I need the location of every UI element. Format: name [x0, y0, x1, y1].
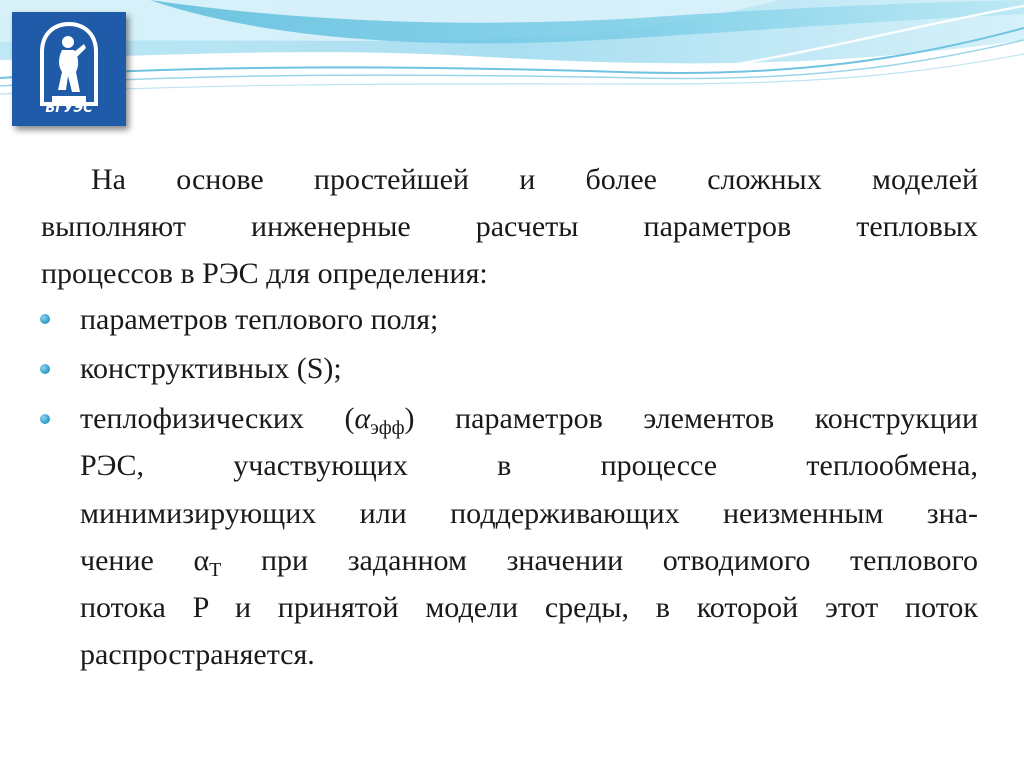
university-logo	[12, 12, 126, 126]
bullet-text-line-5: потока P и принятой модели среды, в которой этот поток	[80, 591, 978, 624]
alpha-symbol: α	[354, 402, 371, 435]
alpha-symbol: α	[193, 544, 210, 577]
bullet-text-line-1: теплофизических $(\alpha_{эфф})$ параметров элементов конструкции	[80, 402, 978, 439]
bullet-icon	[40, 414, 50, 424]
wave-banner-decoration	[0, 0, 1024, 140]
alpha-subscript: T	[209, 559, 222, 581]
intro-line-1: На основе простейшей и более сложных моделей	[91, 163, 978, 196]
bullet-text-line-3: минимизирующих или поддерживающих неизменным зна-	[80, 497, 978, 530]
alpha-subscript: эфф	[370, 417, 405, 439]
bullet-text-line-6: распространяется.	[80, 638, 315, 671]
logo-text: ВГУЭС	[45, 101, 93, 116]
bullet-text: параметров теплового поля;	[80, 303, 439, 336]
bullet-icon	[40, 314, 50, 324]
bullet-text: конструктивных (S);	[80, 352, 342, 385]
intro-line-3: процессов в РЭС для определения:	[41, 257, 488, 290]
bullet-text-line-4: чение $\alpha_T$ при заданном значении отводимого теплового	[80, 544, 979, 581]
intro-line-2: выполняют инженерные расчеты параметров тепловых	[41, 210, 978, 243]
bullet-text-line-2: РЭС, участвующих в процессе теплообмена,	[80, 449, 978, 482]
bullet-icon	[40, 364, 50, 374]
